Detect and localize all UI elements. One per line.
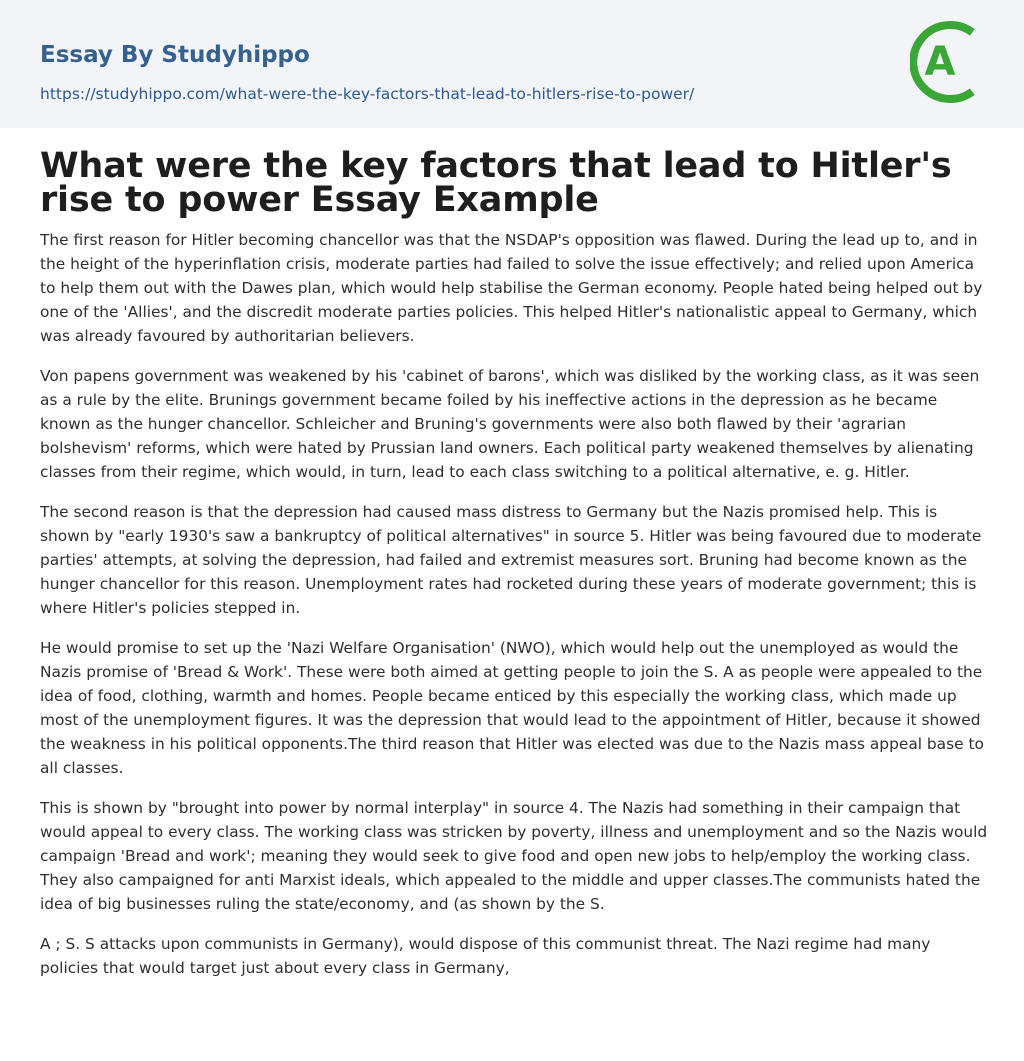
paragraph: He would promise to set up the 'Nazi Welfare Organisation' (NWO), which would help out the unemployed as would the Nazis promise of 'Bread & Work'. These were both aimed at getting people to join the S. A as people were appealed to the idea of food, clothing, warmth and homes. People became enticed by this especially the working class, which made up most of the unemployment figures. It was the depression that would lead to the appointment of Hitler, because it showed the weakness in his political opponents.The third reason that Hitler was elected was due to the Nazis mass appeal base to all classes. (40, 639, 984, 777)
site-header (0, 0, 1024, 128)
studyhippo-logo-icon[interactable] (910, 18, 988, 106)
site-brand[interactable]: Essay By Studyhippo (40, 42, 310, 68)
paragraph: A ; S. S attacks upon communists in Germany), would dispose of this communist threat. The Nazi regime had many policies that would target just about every class in Germany, (40, 935, 931, 977)
article-body (40, 228, 988, 996)
paragraph: Von papens government was weakened by his 'cabinet of barons', which was disliked by the working class, as it was seen as a rule by the elite. Brunings government became foiled by his ineffective actions in the depression as he became known as the hunger chancellor. Schleicher and Bruning's governments were also both flawed by their 'agrarian bolshevism' reforms, which were hated by Prussian land owners. Each political party weakened themselves by alienating classes from their regime, which would, in turn, lead to each class switching to a political alternative, e. g. Hitler. (40, 367, 980, 481)
article-url-link[interactable]: https://studyhippo.com/what-were-the-key-factors-that-lead-to-hitlers-rise-to-power/ (40, 85, 695, 103)
page-title: What were the key factors that lead to Hitler's rise to power Essay Example (40, 146, 952, 220)
paragraph: The first reason for Hitler becoming chancellor was that the NSDAP's opposition was flawed. During the lead up to, and in the height of the hyperinflation crisis, moderate parties had failed to solve the issue effectively; and relied upon America to help them out with the Dawes plan, which would help stabilise the German economy. People hated being helped out by one of the 'Allies', and the discredit moderate parties policies. This helped Hitler's nationalistic appeal to Germany, which was already favoured by authoritarian believers. (40, 231, 983, 345)
paragraph: The second reason is that the depression had caused mass distress to Germany but the Nazis promised help. This is shown by "early 1930's saw a bankruptcy of political alternatives" in source 5. Hitler was being favoured due to moderate parties' attempts, at solving the depression, had failed and extremist measures sort. Bruning had become known as the hunger chancellor for this reason. Unemployment rates had rocketed during these years of moderate government; this is where Hitler's policies stepped in. (40, 503, 982, 617)
logo-letter: A (924, 39, 956, 85)
paragraph: This is shown by "brought into power by normal interplay" in source 4. The Nazis had something in their campaign that would appeal to every class. The working class was stricken by poverty, illness and unemployment and so the Nazis would campaign 'Bread and work'; meaning they would seek to give food and open new jobs to help/employ the working class. They also campaigned for anti Marxist ideals, which appealed to the middle and upper classes.The communists hated the idea of big businesses ruling the state/economy, and (as shown by the S. (40, 799, 988, 913)
